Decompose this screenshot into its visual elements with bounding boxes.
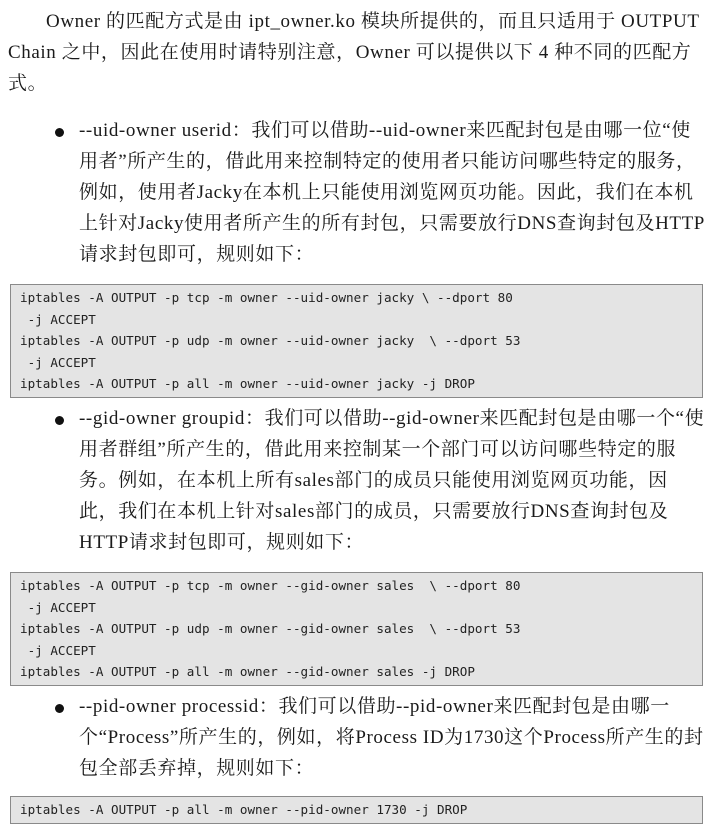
code-line: -j ACCEPT: [20, 354, 96, 370]
bullet-dot-icon: [55, 704, 64, 713]
intro-paragraph: Owner 的匹配方式是由 ipt_owner.ko 模块所提供的，而且只适用于 OUTPUT Chain 之中，因此在使用时请特别注意，Owner 可以提供以下 4 种不同的匹配方式。: [8, 11, 700, 94]
bullet-text-pid-owner: --pid-owner processid：我们可以借助--pid-owner来匹配封包是由哪一个“Process”所产生的，例如，将Process ID为1730这个Process所产生的封包全部丢弃掉，规则如下：: [79, 696, 704, 779]
bullet-dot-icon: [55, 416, 64, 425]
code-block-uid-owner: [10, 284, 703, 398]
bullet-text-uid-owner: --uid-owner userid：我们可以借助--uid-owner来匹配封包是由哪一位“使用者”所产生的，借此用来控制特定的使用者只能访问哪些特定的服务，例如，使用者Jacky在本机上只能使用浏览网页功能。因此，我们在本机上针对Jacky使用者所产生的所有封包，只需要放行DNS查询封包及HTTP请求封包即可，规则如下：: [79, 120, 705, 265]
bullet-pid-owner: [55, 691, 705, 785]
code-line: iptables -A OUTPUT -p tcp -m owner --uid-owner jacky \ --dport 80: [20, 290, 513, 305]
code-line: -j ACCEPT: [20, 311, 96, 327]
code-line: iptables -A OUTPUT -p all -m owner --pid-owner 1730 -j DROP: [20, 802, 468, 817]
code-line: iptables -A OUTPUT -p tcp -m owner --gid-owner sales \ --dport 80: [20, 578, 521, 593]
code-block-pid-owner: [10, 796, 703, 824]
code-line: iptables -A OUTPUT -p udp -m owner --uid-owner jacky \ --dport 53: [20, 333, 521, 349]
bullet-text-gid-owner: --gid-owner groupid：我们可以借助--gid-owner来匹配封包是由哪一个“使用者群组”所产生的，借此用来控制某一个部门可以访问哪些特定的服务。例如，在本机上所有sales部门的成员只能使用浏览网页功能，因此，我们在本机上针对sales部门的成员，只需要放行DNS查询封包及HTTP请求封包即可，规则如下：: [79, 408, 705, 553]
code-line: iptables -A OUTPUT -p all -m owner --gid-owner sales -j DROP: [20, 664, 475, 680]
bullet-uid-owner: [55, 115, 705, 271]
code-line: iptables -A OUTPUT -p all -m owner --uid-owner jacky -j DROP: [20, 376, 475, 392]
bullet-dot-icon: [55, 128, 64, 137]
code-line: iptables -A OUTPUT -p udp -m owner --gid-owner sales \ --dport 53: [20, 621, 521, 637]
code-line: -j ACCEPT: [20, 599, 96, 615]
bullet-gid-owner: [55, 403, 705, 559]
code-block-gid-owner: [10, 572, 703, 686]
code-line: -j ACCEPT: [20, 642, 96, 658]
